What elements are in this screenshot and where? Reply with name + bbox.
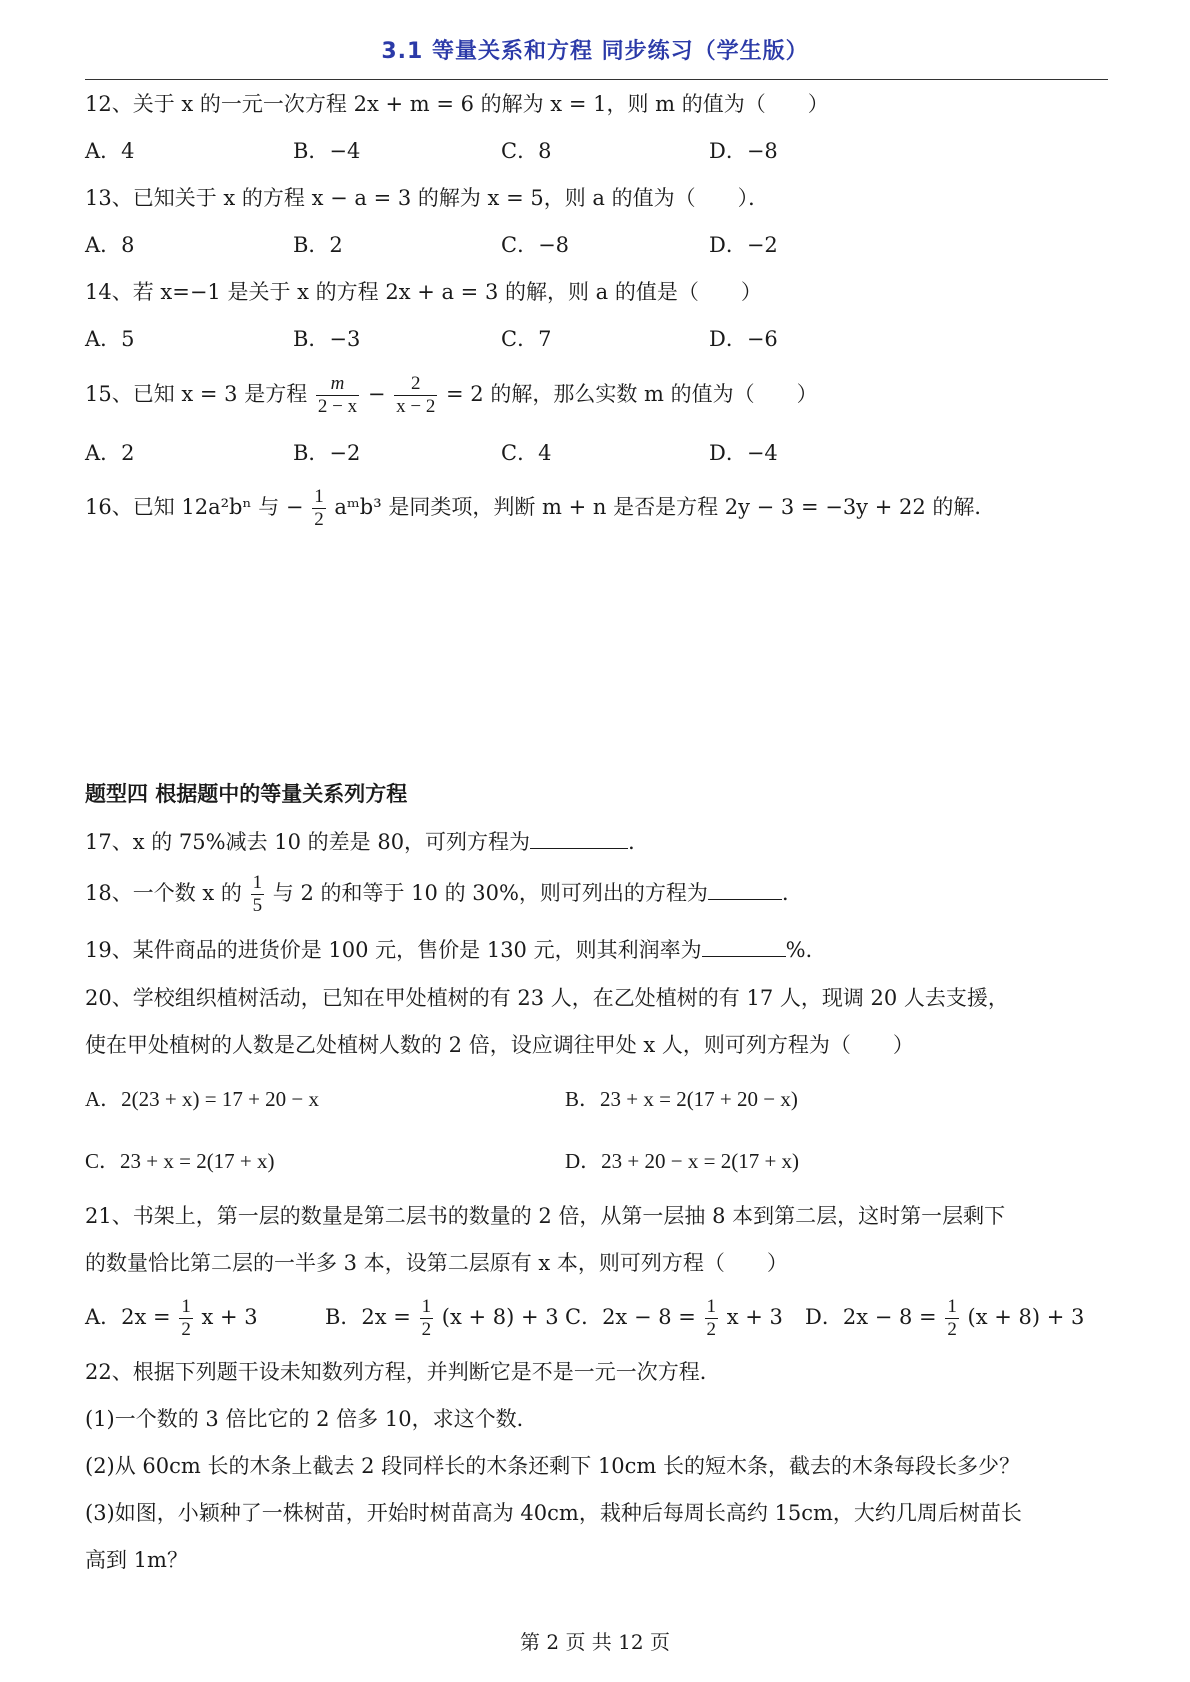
q14-option-c: C．7 xyxy=(501,327,552,351)
q15-option-c: C．4 xyxy=(501,441,552,465)
q15-suffix: = 2 的解，那么实数 m 的值为（ ） xyxy=(446,382,818,406)
q18-end: ． xyxy=(781,881,803,905)
page-header-title: 3.1 等量关系和方程 同步练习（学生版） xyxy=(381,39,809,64)
q21-d-rhs: (x + 8) + 3 xyxy=(967,1305,1085,1329)
q15-prefix: 15、已知 x = 3 是方程 xyxy=(85,382,308,406)
q21-c-half xyxy=(705,1296,719,1341)
half-denominator: 2 xyxy=(947,1319,957,1340)
question-16 xyxy=(85,485,995,531)
half-numerator: 1 xyxy=(706,1296,717,1317)
q15-fraction-1 xyxy=(316,373,359,418)
q15-fraction-2 xyxy=(394,373,437,418)
question-14: 14、若 x=−1 是关于 x 的方程 2x + a = 3 的解，则 a 的值是（ ） xyxy=(85,280,762,304)
half-denominator: 2 xyxy=(706,1319,717,1340)
q17-answer-blank[interactable] xyxy=(530,828,628,849)
q21-b-lhs: B．2x = xyxy=(325,1305,411,1329)
q15-frac1-denominator: 2 − x xyxy=(317,396,358,417)
q21-option-d xyxy=(805,1295,1084,1341)
q15-option-a: A．2 xyxy=(85,441,135,465)
q12-option-b: B．−4 xyxy=(293,139,361,163)
q16-fraction xyxy=(312,486,326,531)
q12-option-a: A．4 xyxy=(85,139,135,163)
q21-a-half xyxy=(179,1296,193,1341)
q20-option-b: B．23 + x = 2(17 + 20 − x) xyxy=(565,1087,798,1111)
q17-end: ． xyxy=(628,830,650,854)
q12-option-c: C．8 xyxy=(501,139,552,163)
section-title: 题型四 根据题中的等量关系列方程 xyxy=(85,782,408,806)
q15-frac2-numerator: 2 xyxy=(394,373,437,396)
page-footer: 第 2 页 共 12 页 xyxy=(520,1630,670,1654)
q21-b-half xyxy=(420,1296,434,1341)
half-numerator: 1 xyxy=(947,1296,957,1317)
q13-option-b: B．2 xyxy=(293,233,343,257)
question-19 xyxy=(85,935,812,965)
q16-suffix: aᵐb³ 是同类项，判断 m + n 是否是方程 2y − 3 = −3y + 22 的解． xyxy=(334,495,996,519)
q20-option-a: A．2(23 + x) = 17 + 20 − x xyxy=(85,1087,320,1111)
q21-option-a xyxy=(85,1295,258,1341)
half-numerator: 1 xyxy=(181,1296,191,1317)
question-22: 22、根据下列题干设未知数列方程，并判断它是不是一元一次方程． xyxy=(85,1360,721,1384)
q13-option-a: A．8 xyxy=(85,233,135,257)
q16-prefix: 16、已知 12a²bⁿ 与 − xyxy=(85,495,304,519)
question-15 xyxy=(85,372,818,418)
q15-frac1-numerator: m xyxy=(316,373,359,396)
q15-frac2-denominator: x − 2 xyxy=(396,396,436,417)
q13-option-c: C．−8 xyxy=(501,233,570,257)
q21-a-lhs: A．2x = xyxy=(85,1305,171,1329)
q20-option-c: C．23 + x = 2(17 + x) xyxy=(85,1149,275,1173)
q18-frac-denominator: 5 xyxy=(252,895,263,916)
q21-a-rhs: x + 3 xyxy=(201,1305,258,1329)
q21-c-lhs: C．2x − 8 = xyxy=(565,1305,696,1329)
question-18 xyxy=(85,871,803,917)
q21-b-rhs: (x + 8) + 3 xyxy=(441,1305,559,1329)
q21-d-lhs: D．2x − 8 = xyxy=(805,1305,937,1329)
question-21-line-2: 的数量恰比第二层的一半多 3 本，设第二层原有 x 本，则可列方程（ ） xyxy=(85,1251,788,1275)
q19-text: 19、某件商品的进货价是 100 元，售价是 130 元，则其利润率为 xyxy=(85,938,702,962)
q21-option-b xyxy=(325,1295,559,1341)
q22-part-3-line-2: 高到 1m？ xyxy=(85,1548,188,1572)
q18-frac-numerator: 1 xyxy=(252,872,263,893)
q12-option-d: D．−8 xyxy=(709,139,778,163)
question-13: 13、已知关于 x 的方程 x − a = 3 的解为 x = 5，则 a 的值为（ ）． xyxy=(85,186,770,210)
q22-part-1: (1)一个数的 3 倍比它的 2 倍多 10，求这个数． xyxy=(85,1407,538,1431)
question-21-line-1: 21、书架上，第一层的数量是第二层书的数量的 2 倍，从第一层抽 8 本到第二层，这时第一层剩下 xyxy=(85,1204,1006,1228)
q17-text: 17、x 的 75%减去 10 的差是 80，可列方程为 xyxy=(85,830,531,854)
q13-option-d: D．−2 xyxy=(709,233,778,257)
q22-part-3-line-1: (3)如图，小颖种了一株树苗，开始时树苗高为 40cm，栽种后每周长高约 15cm，大约几周后树苗长 xyxy=(85,1501,1022,1525)
q18-answer-blank[interactable] xyxy=(708,879,782,900)
question-17 xyxy=(85,827,649,857)
q15-option-d: D．−4 xyxy=(709,441,778,465)
q18-suffix: 与 2 的和等于 10 的 30%，则可列出的方程为 xyxy=(272,881,708,905)
q20-option-d: D．23 + 20 − x = 2(17 + x) xyxy=(565,1149,800,1173)
q19-answer-blank[interactable] xyxy=(702,936,786,957)
q14-option-b: B．−3 xyxy=(293,327,361,351)
question-20-line-1: 20、学校组织植树活动，已知在甲处植树的有 23 人，在乙处植树的有 17 人，现调 20 人去支援， xyxy=(85,986,1009,1010)
q19-end: %. xyxy=(785,938,813,962)
q16-frac-numerator: 1 xyxy=(314,486,324,507)
q14-option-d: D．−6 xyxy=(709,327,778,351)
q15-option-b: B．−2 xyxy=(293,441,361,465)
question-12: 12、关于 x 的一元一次方程 2x + m = 6 的解为 x = 1，则 m 的值为（ ） xyxy=(85,92,829,116)
q16-frac-denominator: 2 xyxy=(314,509,324,530)
q18-fraction xyxy=(251,872,265,917)
q18-prefix: 18、一个数 x 的 xyxy=(85,881,242,905)
header-divider xyxy=(85,79,1108,80)
q21-d-half xyxy=(945,1296,959,1341)
question-20-line-2: 使在甲处植树的人数是乙处植树人数的 2 倍，设应调往甲处 x 人，则可列方程为（ ） xyxy=(85,1033,914,1057)
q14-option-a: A．5 xyxy=(85,327,135,351)
q15-minus: − xyxy=(367,382,386,406)
q21-option-c xyxy=(565,1295,783,1341)
half-denominator: 2 xyxy=(421,1319,432,1340)
q22-part-2: (2)从 60cm 长的木条上截去 2 段同样长的木条还剩下 10cm 长的短木条，截去的木条每段长多少？ xyxy=(85,1454,1020,1478)
half-denominator: 2 xyxy=(181,1319,191,1340)
half-numerator: 1 xyxy=(421,1296,432,1317)
q21-c-rhs: x + 3 xyxy=(726,1305,783,1329)
